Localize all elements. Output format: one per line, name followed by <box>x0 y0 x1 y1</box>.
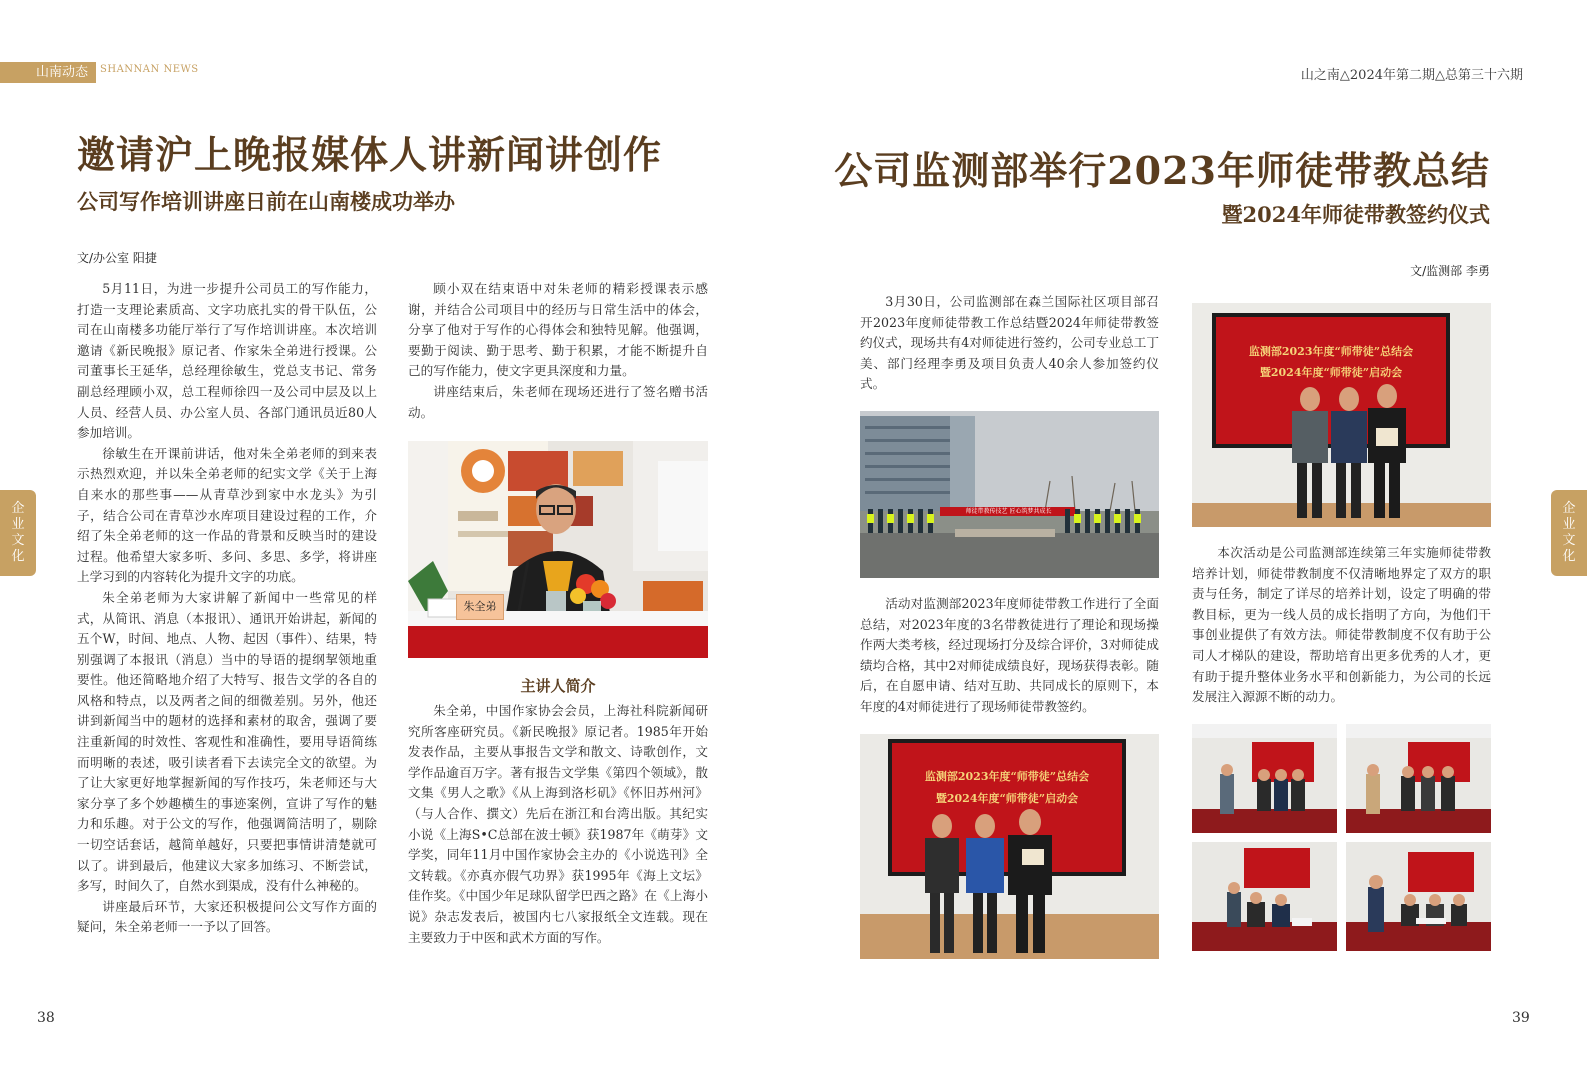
left-article-subtitle: 公司写作培训讲座日前在山南楼成功举办 <box>77 189 455 214</box>
paragraph: 活动对监测部2023年度师徒带教工作进行了全面总结，对2023年度的3名带教徒进行了理论和现场操作两大类考核，经过现场打分及综合评价，3对师徒成绩均合格，其中2对师徒成绩良好，现场获得表彰。随后，在自愿申请、结对互助、共同成长的原则下，本年度的4对师徒进行了现场师徒带教签约。 <box>860 596 1159 714</box>
site-group-photo <box>860 411 1159 578</box>
site-banner-text: 师徒带教传技艺 匠心筑梦共成长 <box>965 508 1052 515</box>
paragraph: 讲座结束后，朱老师在现场还进行了签名赠书活动。 <box>408 383 708 420</box>
section-tab: 山南动态 <box>0 62 96 83</box>
left-column-2 <box>408 279 708 423</box>
paragraph: 5月11日，为进一步提升公司员工的写作能力，打造一支理论素质高、文字功底扎实的骨干队伍，公司在山南楼多功能厅举行了写作培训讲座。本次培训邀请《新民晚报》原记者、作家朱全弟进行授课。公司董事长王延华，总经理徐敏生，党总支书记、常务副总经理顾小双，总工程师徐四一及公司中层及以上人员、经营人员、办公室人员、各部门通讯员近80人参加培训。 <box>77 281 377 441</box>
screen-text-line-1: 监测部2023年度“师带徒”总结会 <box>1248 345 1414 358</box>
award-photo <box>1192 303 1491 527</box>
nameplate: 朱全弟 <box>456 594 504 620</box>
section-english-label: SHANNAN NEWS <box>100 64 199 75</box>
signing-photo-1 <box>1192 724 1337 833</box>
screen-text-line-2: 暨2024年度“师带徒”启动会 <box>1259 366 1403 379</box>
paragraph: 讲座最后环节，大家还积极提问公文写作方面的疑问，朱全弟老师一一予以了回答。 <box>77 898 377 935</box>
right-article-subtitle: 暨2024年师徒带教签约仪式 <box>1221 202 1490 227</box>
page-number-right: 39 <box>1512 1010 1530 1026</box>
speaker-intro-heading: 主讲人简介 <box>520 677 596 695</box>
left-byline: 文/办公室 阳捷 <box>77 251 157 265</box>
right-byline: 文/监测部 李勇 <box>1410 264 1490 278</box>
speaker-bio <box>408 701 708 948</box>
issue-label: 山之南△2024年第二期△总第三十六期 <box>1300 68 1523 83</box>
paragraph: 本次活动是公司监测部连续第三年实施师徒带教培养计划，师徒带教制度不仅清晰地界定了双方的职责与任务，制定了详尽的培养计划，设定了明确的带教目标，更为一线人员的成长指明了方向，为他们干事创业提供了有效方法。师徒带教制度不仅有助于公司人才梯队的建设，帮助培育出更多优秀的人才，更有助于提升整体业务水平和创新能力，为公司的长远发展注入源源不断的动力。 <box>1192 545 1491 705</box>
right-para-2 <box>860 594 1159 718</box>
right-para-3 <box>1192 543 1491 708</box>
right-para-1 <box>860 292 1159 395</box>
paragraph: 朱全弟，中国作家协会会员，上海社科院新闻研究所客座研究员。《新民晚报》原记者。1985年开始发表作品，主要从事报告文学和散文、诗歌创作，文学作品逾百万字。著有报告文学集《第四个领域》，散文集《男人之歌》《从上海到洛杉矶》《怀旧苏州河》（与人合作、撰文）先后在浙江和台湾出版。其纪实小说《上海S•C总部在波士顿》获1987年《萌芽》文学奖，同年11月中国作家协会主办的《小说选刊》全文转载。《亦真亦假气功界》获1995年《海上文坛》佳作奖。《中国少年足球队留学巴西之路》在《上海小说》杂志发表后，被国内七八家报纸全文连载。现在主要致力于中医和武术方面的写作。 <box>408 703 708 945</box>
right-article-title: 公司监测部举行2023年师徒带教总结 <box>834 148 1490 193</box>
screen-text-line-2: 暨2024年度“师带徒”启动会 <box>935 792 1079 805</box>
signing-photo-2 <box>1346 724 1491 833</box>
paragraph: 3月30日，公司监测部在森兰国际社区项目部召开2023年度师徒带教工作总结暨2024年师徒带教签约仪式，现场共有4对师徒进行签约，公司专业总工丁美、部门经理李勇及项目负责人40余人参加签约仪式。 <box>860 294 1159 392</box>
speaker-photo <box>408 441 708 658</box>
left-article-title: 邀请沪上晚报媒体人讲新闻讲创作 <box>77 132 663 177</box>
paragraph: 徐敏生在开课前讲话，他对朱全弟老师的到来表示热烈欢迎，并以朱全弟老师的纪实文学《关于上海自来水的那些事——从青草沙到家中水龙头》为引子，结合公司在青草沙水库项目建设过程的工作，介绍了朱全弟老师的这一作品的背景和反映当时的建设过程。他希望大家多听、多问、多思、多学，将讲座上学习到的内容转化为提升文字的功底。 <box>77 445 377 585</box>
signing-photo-3 <box>1192 842 1337 951</box>
side-tab-right: 企 业 文 化 <box>1551 490 1587 576</box>
page-number-left: 38 <box>37 1010 55 1026</box>
paragraph: 顾小双在结束语中对朱老师的精彩授课表示感谢，并结合公司项目中的经历与日常生活中的体会，分享了他对于写作的心得体会和独特见解。他强调，要勤于阅读、勤于思考、勤于积累，才能不断提升自己的写作能力，使文字更具深度和力量。 <box>408 281 708 379</box>
screen-text-line-1: 监测部2023年度“师带徒”总结会 <box>924 770 1090 783</box>
paragraph: 朱全弟老师为大家讲解了新闻中一些常见的样式，从简讯、消息（本报讯）、通讯开始讲起，新闻的五个W，时间、地点、人物、起因（事件）、结果，特别强调了本报讯（消息）当中的导语的提纲挈领地重要性。他还简略地介绍了大特写、报告文学的各自的风格和特点，以及两者之间的细微差别。另外，他还讲到新闻当中的题材的选择和素材的取舍，强调了要注重新闻的时效性、客观性和准确性，要用导语简练而明晰的表述，吸引读者看下去读完全文的欲望。为了让大家更好地掌握新闻的写作技巧，朱老师还与大家分享了多个妙趣横生的事迹案例，宣讲了写作的魅力和乐趣。对于公文的写作，他强调简洁明了，剔除一切空话套话，越简单越好，只要把事情讲清楚就可以了。讲到最后，他建议大家多加练习、不断尝试，多写，时间久了，自然水到渠成，没有什么神秘的。 <box>77 589 377 894</box>
left-column-1 <box>77 279 377 938</box>
signing-ceremony-photo <box>860 734 1159 959</box>
side-tab-left: 企 业 文 化 <box>0 490 36 576</box>
signing-photo-4 <box>1346 842 1491 951</box>
